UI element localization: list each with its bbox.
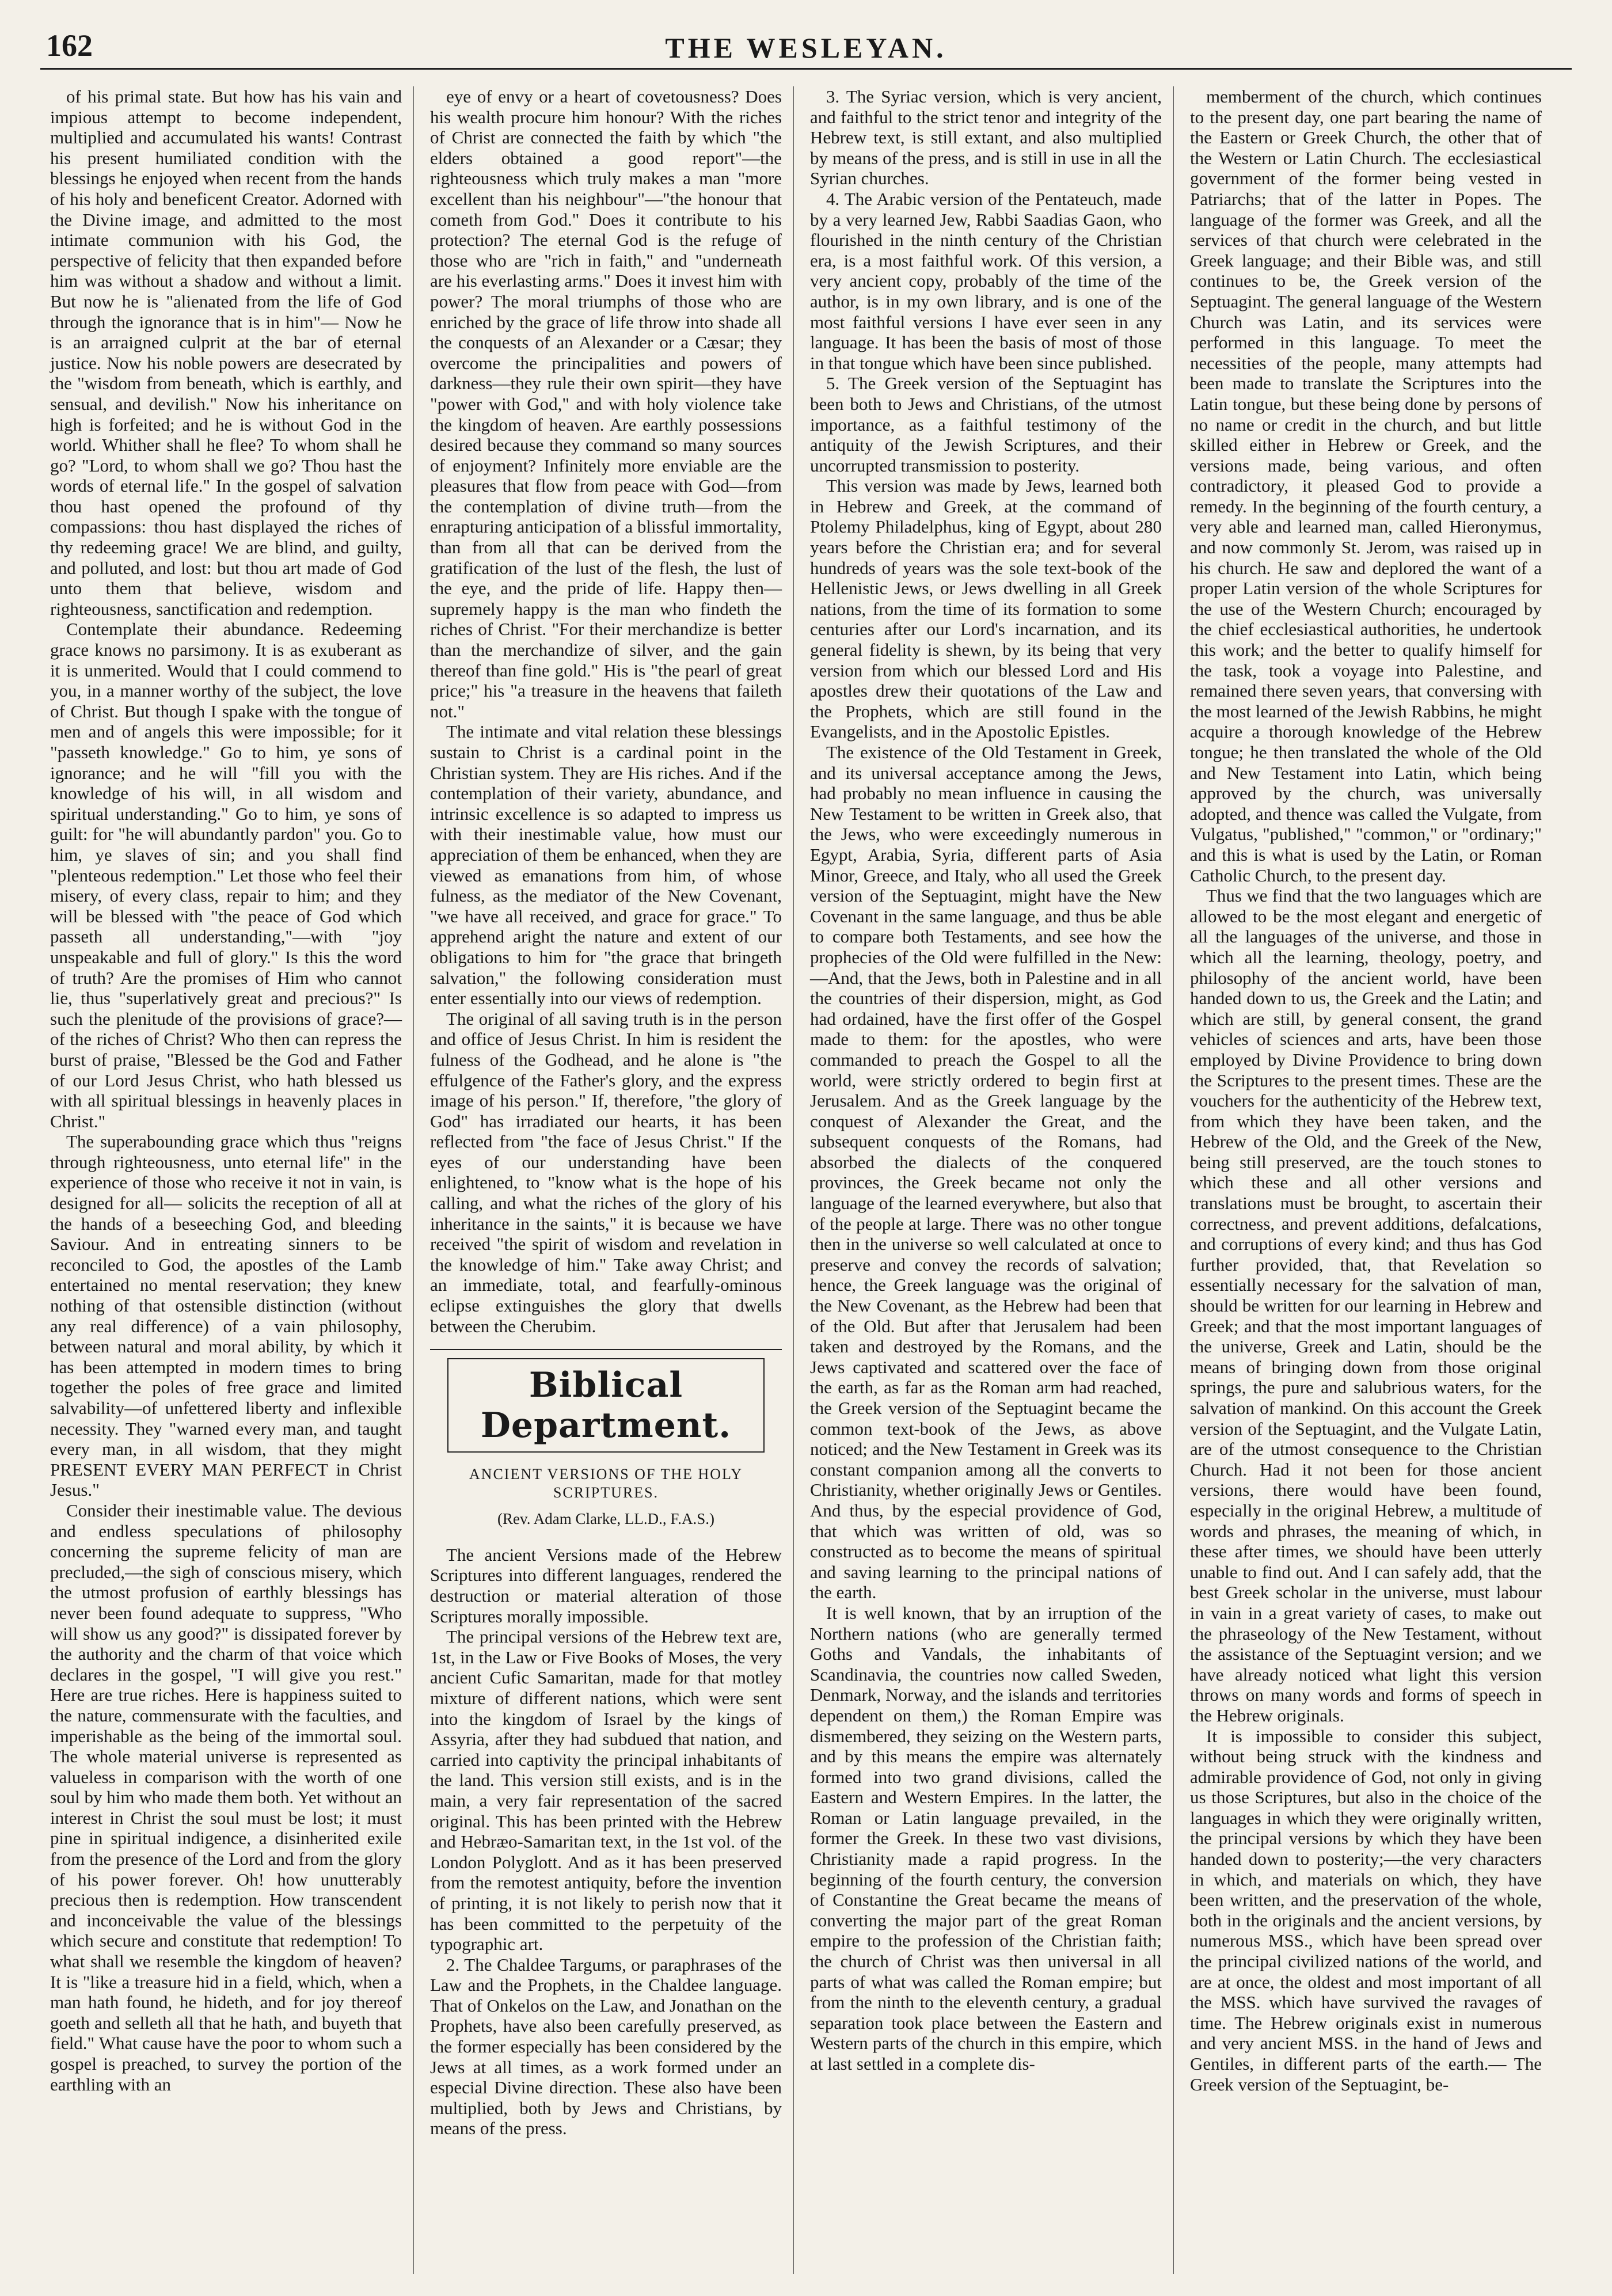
text-column-4 xyxy=(1183,86,1549,2274)
paragraph: 5. The Greek version of the Septuagint has been both to Jews and Christians, of the utmost importance, as a faithful testimony of the antiquity of the Jewish Scriptures, and their uncorrupted transmission to posterity. xyxy=(810,373,1162,476)
paragraph: Consider their inestimable value. The devious and endless speculations of philosophy concerning the supreme felicity of man are precluded,—the sigh of conscious misery, which the utmost profusion of earthly blessings has never been found adequate to suppress, "Who will show us any good?" is dissipated forever by the authority and the charm of that voice which declares in the gospel, "I will give you rest." Here are true riches. Here is happiness suited to the nature, commensurate with the faculties, and imperishable as the being of the immortal soul. The whole material universe is represented as valueless in comparison with the worth of one soul by him who made them both. Yet without an interest in Christ the soul must be lost; it must pine in spiritual indigence, a disinherited exile from the presence of the Lord and from the glory of his power forever. Oh! how unutterably precious then is redemption. How transcendent and inconceivable the value of the blessings which secure and constitute that redemption! To what shall we resemble the kingdom of heaven? It is "like a treasure hid in a field, which, when a man hath found, he hideth, and for joy thereof goeth and selleth all that he hath, and buyeth that field." What cause have the poor to whom such a gospel is preached, to survey the portion of the earthling with an xyxy=(50,1500,402,2094)
paragraph: eye of envy or a heart of covetousness? Does his wealth procure him honour? With the riches of Christ are connected the faith by which "the elders obtained a good report"—the righteousness which truly makes a man "more excellent than his neighbour"—"the honour that cometh from God." Does it contribute to his protection? The eternal God is the refuge of those who are "rich in faith," and "underneath are his everlasting arms." Does it invest him with power? The moral triumphs of those who are enriched by the grace of life throw into shade all the conquests of an Alexander or a Cæsar; they overcome the principalities and powers of darkness—they rule their own spirit—they have "power with God," and with holy violence take the kingdom of heaven. Are earthly possessions desired because they command so many sources of enjoyment? Infinitely more enviable are the pleasures that flow from peace with God—from the contemplation of divine truth—from the enrapturing anticipation of a blissful immortality, than from all that can be derived from the gratification of the lust of the flesh, the lust of the eye, and the pride of life. Happy then—supremely happy is the man who findeth the riches of Christ. "For their merchandize is better than the merchandize of silver, and the gain thereof than fine gold." His is "the pearl of great price;" his "a treasure in the heavens that faileth not." xyxy=(430,86,782,721)
column-rule xyxy=(793,86,794,2274)
article-title: ANCIENT VERSIONS OF THE HOLY SCRIPTURES. xyxy=(469,1466,743,1501)
text-column-1 xyxy=(43,86,409,2274)
biblical-department-section xyxy=(430,1349,782,1539)
paragraph: This version was made by Jews, learned both in Hebrew and Greek, at the command of Ptolemy Philadelphus, king of Egypt, about 280 years before the Christian era; and for several hundreds of years was the sole text-book of the Hellenistic Jews, or Jews dwelling in all Greek nations, from the time of its formation to some centuries after our Lord's incarnation, and its general fidelity is shewn, by its being that very version from which our blessed Lord and His apostles drew their quotations of the Law and the Prophets, which are still found in the Evangelists, and in the Apostolic Epistles. xyxy=(810,476,1162,742)
paragraph: 3. The Syriac version, which is very ancient, and faithful to the strict tenor and integrity of the Hebrew text, is still extant, and also multiplied by means of the press, and is still in use in all the Syrian churches. xyxy=(810,86,1162,189)
paragraph: It is well known, that by an irruption of the Northern nations (who are generally termed Goths and Vandals, the inhabitants of Scandinavia, the countries now called Sweden, Denmark, Norway, and the islands and territories dependent on them,) the Roman Empire was dismembered, they seizing on the Western parts, and by this means the empire was alternately formed into two grand divisions, called the Eastern and Western Empires. In the latter, the Roman or Latin language prevailed, in the former the Greek. In these two vast divisions, Christianity made a rapid progress. In the beginning of the fourth century, the conversion of Constantine the Great became the means of converting the major part of the great Roman empire to the profession of the Christian faith; the church of Christ was then universal in all parts of what was called the Roman empire; but from the ninth to the eleventh century, a gradual separation took place between the Eastern and Western parts of the church in this empire, which at last settled in a complete dis- xyxy=(810,1602,1162,2074)
paragraph: The principal versions of the Hebrew text are, 1st, in the Law or Five Books of Moses, the very ancient Cufic Samaritan, made for that motley mixture of different nations, which were sent into the kingdom of Israel by the kings of Assyria, after they had subdued that nation, and carried into captivity the principal inhabitants of the land. This version still exists, and is in the main, a very fair representation of the sacred original. This has been printed with the Hebrew and Hebræo-Samaritan text, in the 1st vol. of the London Polyglott. And as it has been preserved from the remotest antiquity, before the invention of printing, it is not likely to perish now that it has been committed to the perpetuity of the typographic art. xyxy=(430,1626,782,1955)
paragraph: The existence of the Old Testament in Greek, and its universal acceptance among the Jews, had probably no mean influence in causing the New Testament to be written in Greek also, that the Jews, who were exceedingly numerous in Egypt, Arabia, Syria, different parts of Asia Minor, Greece, and Italy, who all used the Greek version of the Septuagint, might have the New Covenant in the same language, and thus be able to compare both Testaments, and see how the prophecies of the Old were fulfilled in the New:—And, that the Jews, both in Palestine and in all the countries of their dispersion, might, as God had ordained, have the first offer of the Gospel made to them: for the apostles, who were commanded to preach the Gospel to all the world, were strictly ordered to begin first at Jerusalem. And as the Greek language by the conquest of Alexander the Great, and the subsequent conquests of the Romans, had absorbed the dialects of the conquered provinces, the Greek became not only the language of the learned everywhere, but also that of the people at large. There was no other tongue then in the universe so well calculated at once to preserve and convey the records of salvation; hence, the Greek language was the original of the New Covenant, as the Hebrew had been that of the Old. But after that Jerusalem had been taken and destroyed by the Romans, and the Jews captivated and scattered over the face of the earth, as far as the Roman arm had reached, the Greek version of the Septuagint became the common text-book of the Jews, as above noticed; and the New Testament in Greek was its constant companion among all the converts to Christianity, whether originally Jews or Gentiles. And thus, by the especial providence of God, that which was written of old, was so constructed as to become the means of spiritual and saving learning to the principal nations of the earth. xyxy=(810,742,1162,1603)
paragraph: memberment of the church, which continues to the present day, one part bearing the name of the Eastern or Greek Church, the other that of the Western or Latin Church. The ecclesiastical government of the former being vested in Patriarchs; that of the latter in Popes. The language of the former was Greek, and all the services of that church were celebrated in the Greek language; and their Bible was, and still continues to be, the Greek version of the Septuagint. The general language of the Western Church was Latin, and its services were performed in this language. To meet the necessities of the people, many attempts had been made to translate the Scriptures into the Latin tongue, but these being done by persons of no name or credit in the church, and but little skilled either in Hebrew or Greek, and the versions made, being various, and often contradictory, it pleased God to provide a remedy. In the beginning of the fourth century, a very able and learned man, called Hieronymus, and now commonly St. Jerom, was raised up in his church. He saw and deplored the want of a proper Latin version of the whole Scriptures for the use of the Western Church; encouraged by the chief ecclesiastical authorities, he undertook this work; and the better to qualify himself for the task, took a voyage into Palestine, and remained there seven years, that conversing with the most learned of the Jewish Rabbins, he might acquire a thorough knowledge of the Hebrew tongue; he then translated the whole of the Old and New Testament into Latin, which being approved by the church, was universally adopted, and thence was called the Vulgate, from Vulgatus, "published," "common," or "ordinary;" and this is what is used by the Latin, or Roman Catholic Church, to the present day. xyxy=(1190,86,1542,885)
paragraph: 2. The Chaldee Targums, or paraphrases of the Law and the Prophets, in the Chaldee language. That of Onkelos on the Law, and Jonathan on the Prophets, have also been carefully preserved, as the former especially has been considered by the Jews at all times, as a work formed under an especial Divine direction. These also have been multiplied, both by Jews and Christians, by means of the press. xyxy=(430,1954,782,2139)
article-byline: (Rev. Adam Clarke, LL.D., F.A.S.) xyxy=(497,1510,715,1528)
column-rule xyxy=(413,86,414,2274)
paragraph: Contemplate their abundance. Redeeming grace knows no parsimony. It is as exuberant as it is unmerited. Would that I could commend to you, in a manner worthy of the subject, the love of Christ. But though I spake with the tongue of men and of angels this were impossible; for it "passeth knowledge." Go to him, ye sons of ignorance; and he will "fill you with the knowledge of his will, in all wisdom and spiritual understanding." Go to him, ye sons of guilt: for "he will abundantly pardon" you. Go to him, ye slaves of sin; and you shall find "plenteous redemption." Let those who feel their misery, of every class, repair to him; and they will be blessed with "the peace of God which passeth all understanding,"—with "joy unspeakable and full of glory." Is this the word of truth? Are the promises of Him who cannot lie, thus "superlatively great and precious?" Is such the plenitude of the provisions of grace?—of the riches of Christ? Who then can repress the burst of praise, "Blessed be the God and Father of our Lord Jesus Christ, who hath blessed us with all spiritual blessings in heavenly places in Christ." xyxy=(50,619,402,1131)
paragraph: The ancient Versions made of the Hebrew Scriptures into different languages, rendered the destruction or material alteration of those Scriptures morally impossible. xyxy=(430,1544,782,1626)
text-column-2 xyxy=(423,86,789,2274)
running-head xyxy=(40,16,1572,70)
paragraph: The original of all saving truth is in the person and office of Jesus Christ. In him is resident the fulness of the Godhead, and he alone is "the effulgence of the Father's glory, and the express image of his person." If, therefore, "the glory of God" has irradiated our hearts, it has been reflected from "the face of Jesus Christ." If the eyes of our understanding have been enlightened, to "know what is the hope of his calling, and what the riches of the glory of his inheritance in the saints," it is because we have received "the spirit of wisdom and revelation in the knowledge of him." Take away Christ; and an immediate, total, and fearfully-ominous eclipse extinguishes the glory that dwells between the Cherubim. xyxy=(430,1008,782,1336)
section-heading: Biblical Department. xyxy=(447,1358,765,1453)
paragraph: Thus we find that the two languages which are allowed to be the most elegant and energetic of all the languages of the universe, and those in which all the learning, theology, poetry, and philosophy of the ancient world, have been handed down to us, the Greek and the Latin; and which are still, by general consent, the grand vehicles of sciences and arts, have been those employed by Divine Providence to bring down the Scriptures to the present times. These are the vouchers for the authenticity of the Hebrew text, from which they have been taken, and the Hebrew of the Old, and the Greek of the New, being still preserved, are the touch stones to which these and all other versions and translations must be brought, to ascertain their correctness, and prevent additions, defalcations, and corruptions of every kind; and thus has God further provided, that, that Revelation so essentially necessary for the salvation of man, should be written for our learning in Hebrew and Greek; and that the most important languages of the universe, Greek and Latin, should be the means of bringing down from those original springs, the pure and salubrious waters, for the salvation of mankind. On this account the Greek version of the Septuagint, and the Vulgate Latin, are of the utmost consequence to the Christian Church. Had it not been for those ancient versions, there would have been found, especially in the original Hebrew, a multitude of words and phrases, the meaning of which, in these after times, we should have been utterly unable to find out. And I can safely add, that the best Greek scholar in the universe, must labour in vain in a great variety of cases, to make out the phraseology of the New Testament, without the assistance of the Septuagint version; and we have already noticed what light this version throws on many words and forms of speech in the Hebrew originals. xyxy=(1190,885,1542,1725)
paragraph: 4. The Arabic version of the Pentateuch, made by a very learned Jew, Rabbi Saadias Gaon, who flourished in the ninth century of the Christian era, is a most faithful work. Of this version, a very ancient copy, probably of the time of the author, is in my own library, and is one of the most faithful versions I have ever seen in any language. It has been the basis of most of those in that tongue which have been since published. xyxy=(810,188,1162,373)
paragraph: of his primal state. But how has his vain and impious attempt to become independent, multiplied and accumulated his wants! Contrast his present humiliated condition with the blessings he enjoyed when recent from the hands of his holy and beneficent Creator. Adorned with the Divine image, and admitted to the most intimate communion with his God, the perspective of felicity that then expanded before him was without a shadow and without a limit. But now he is "alienated from the life of God through the ignorance that is in him"— Now he is an arraigned culprit at the bar of eternal justice. Now his noble powers are desecrated by the "wisdom from beneath, which is earthly, and sensual, and devilish." Now his inheritance on high is forfeited; and he is without God in the world. Whither shall he flee? To whom shall he go? "Lord, to whom shall we go? Thou hast the words of eternal life." In the gospel of salvation thou hast opened the profound of thy compassions: thou hast displayed the riches of thy redeeming grace! We are blind, and guilty, and polluted, and lost: but thou art made of God unto them that believe, wisdom and righteousness, sanctification and redemption. xyxy=(50,86,402,619)
column-rule xyxy=(1173,86,1174,2274)
page-title: THE WESLEYAN. xyxy=(665,32,947,64)
paragraph: It is impossible to consider this subject, without being struck with the kindness and admirable providence of God, not only in giving us those Scriptures, but also in the choice of the languages in which they were originally written, the principal versions by which they have been handed down to posterity;—the very characters in which, and materials on which, they have been written, and the preservation of the whole, both in the originals and the ancient versions, by numerous MSS., which have been spread over the principal civilized nations of the world, and are at once, the oldest and most important of all the MSS. which have survived the ravages of time. The Hebrew originals exist in numerous and very ancient MSS. in the hand of Jews and Gentiles, in different parts of the earth.— The Greek version of the Septuagint, be- xyxy=(1190,1725,1542,2094)
paragraph: The superabounding grace which thus "reigns through righteousness, unto eternal life" in the experience of those who receive it not in vain, is designed for all— solicits the reception of all at the hands of a beseeching God, and bleeding Saviour. And in entreating sinners to be reconciled to God, the apostles of the Lamb entertained no mental reservation; they knew nothing of that ostensible distinction (without any real difference) of a vain philosophy, between natural and moral ability, by which it has been attempted in modern times to bring together the poles of free grace and limited salvability—of unfettered liberty and inflexible necessity. They "warned every man, and taught every man, in all wisdom, that they might PRESENT EVERY MAN PERFECT in Christ Jesus." xyxy=(50,1131,402,1500)
page-number: 162 xyxy=(46,28,93,63)
text-column-3 xyxy=(803,86,1169,2274)
paragraph: The intimate and vital relation these blessings sustain to Christ is a cardinal point in the Christian system. They are His riches. And if the contemplation of their variety, abundance, and intrinsic excellence is so adapted to impress us with their inestimable value, how must our appreciation of them be enhanced, when they are viewed as emanations from him, of whose fulness, as the mediator of the New Covenant, "we have all received, and grace for grace." To apprehend aright the nature and extent of our obligations to him for "the grace that bringeth salvation," the following consideration must enter essentially into our views of redemption. xyxy=(430,721,782,1009)
